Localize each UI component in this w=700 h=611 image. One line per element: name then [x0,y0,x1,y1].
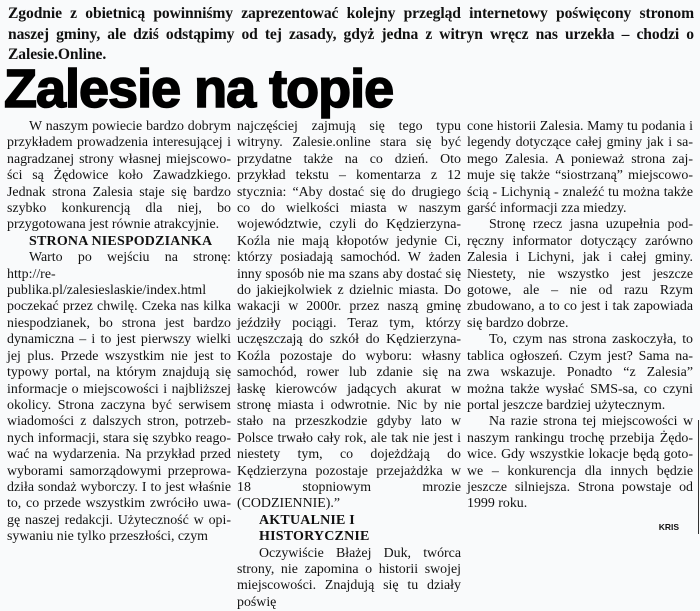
paragraph: cone historii Zalesia. Mamy tu podania i legendy dotyczące całej gminy jak i samego Zalesia. A ponieważ strona zajmuje się także “siostrzaną” miejscowością - Lichynią - znaleźć tu można także garść informacji zza miedzy. [467,119,693,217]
section-heading: AKTUALNIE I HISTORYCZNIE [259,512,370,545]
paragraph: Oczywiście Błażej Duk, twórca strony, nie zapomina o historii swojej miejscowości. Znajdują się tu działy poświę [237,545,461,610]
author-signature: KRIS [658,521,679,532]
paragraph: najczęściej zajmują się tego typu witryny. Zalesie.online stara się być przydatne także na co dzień. Oto przykład tekstu – komentarza z 12 stycznia: “Aby dostać się do drugiego co do wielkości miasta w naszym województwie, czyli do Kędzierzyna-Koźla nie mają kłopotów jedynie Ci, którzy posiadają samochód. W żaden inny sposób nie ma szans aby dostać się do jakiejkolwiek z dzielnic miasta. Do wakacji w 2000r. przez naszą gminę jeździły pociągi. Teraz tym, którzy uczęszczają do szkół do Kędzierzyna-Koźla pozostaje do wyboru: własny samochód, rower lub zdanie się na łaskę kierowców jadących akurat w stronę miasta i odwrotnie. Nic by nie stało na przeszkodzie gdyby lato w Polsce trwało cały rok, ale tak nie jest i niestety tym, co dojeżdżają do Kędzierzyna pozostaje przejażdżka w 18 stopniowym mrozie (CODZIENNIE).” [237,119,461,512]
article-column-2 [237,119,461,611]
article-lead: Zgodnie z obietnicą powinniśmy zaprezentować kolejny przegląd internetowy poświęcony stronom naszej gminy, ale dziś odstąpimy od tej zasady, gdyż jedna z witryn wręcz nas urzekła – chodzi o Zalesie.Online. [8,5,694,63]
article-column-3 [467,119,693,535]
article-headline: Zalesie na topie [4,59,394,119]
paragraph: To, czym nas strona zaskoczyła, to tablica ogłoszeń. Czym jest? Sama nazwa wskazuje. Ponadto “z Zalesia” można także wysłać SMS-sa, co czyni portal jeszcze bardziej użytecznym. [467,332,693,413]
column-rule [698,420,699,534]
paragraph: Warto po wejściu na stronę: http://republika.pl/zalesieslaskie/index.html poczekać przez chwilę. Czeka nas kilka niespodzianek, bo strona jest bardzo dynamiczna – i to jest pierwszy wielki jej plus. Przede wszystkim nie jest to typowy portal, na którym znajdują się informacje o miejscowości i najbliższej okolicy. Strona zaczyna być serwisem wiadomości z dalszych stron, potrzebnych informacji, stara się szybko reagować na wydarzenia. Na przykład przed wyborami samorządowymi przeprowadziła sondaż wyborczy. I to jest właśnie to, co przede wszystkim zwróciło uwagę naszej redakcji. Użyteczność w opisywaniu nie tylko przeszłości, czym [7,250,231,545]
paragraph: Na razie strona tej miejscowości w naszym rankingu trochę przebija Żędowice. Gdy wszystkie lokacje będą gotowe – konkurencja dla innych będzie jeszcze silniejsza. Strona powstaje od 1999 roku. [467,414,693,512]
paragraph: Stronę rzecz jasna uzupełnia podręczny informator dotyczący zarówno Zalesia i Lichyni, jak i całej gminy. Niestety, nie wszystko jest jeszcze gotowe, ale – nie od razu Rzym zbudowano, a to co jest i tak zapowiada się bardzo dobrze. [467,217,693,331]
article-column-1 [7,119,231,546]
section-heading: STRONA NIESPODZIANKA [29,233,213,249]
paragraph: W naszym powiecie bardzo dobrym przykładem prowadzenia interesującej i nagradzanej strony własnej miejscowości są Żędowice koło Zawadzkiego. Jednak strona Zalesia staje się bardzo szybko konkurencją dla niej, bo przygotowana jest równie atrakcyjnie. [7,119,231,233]
